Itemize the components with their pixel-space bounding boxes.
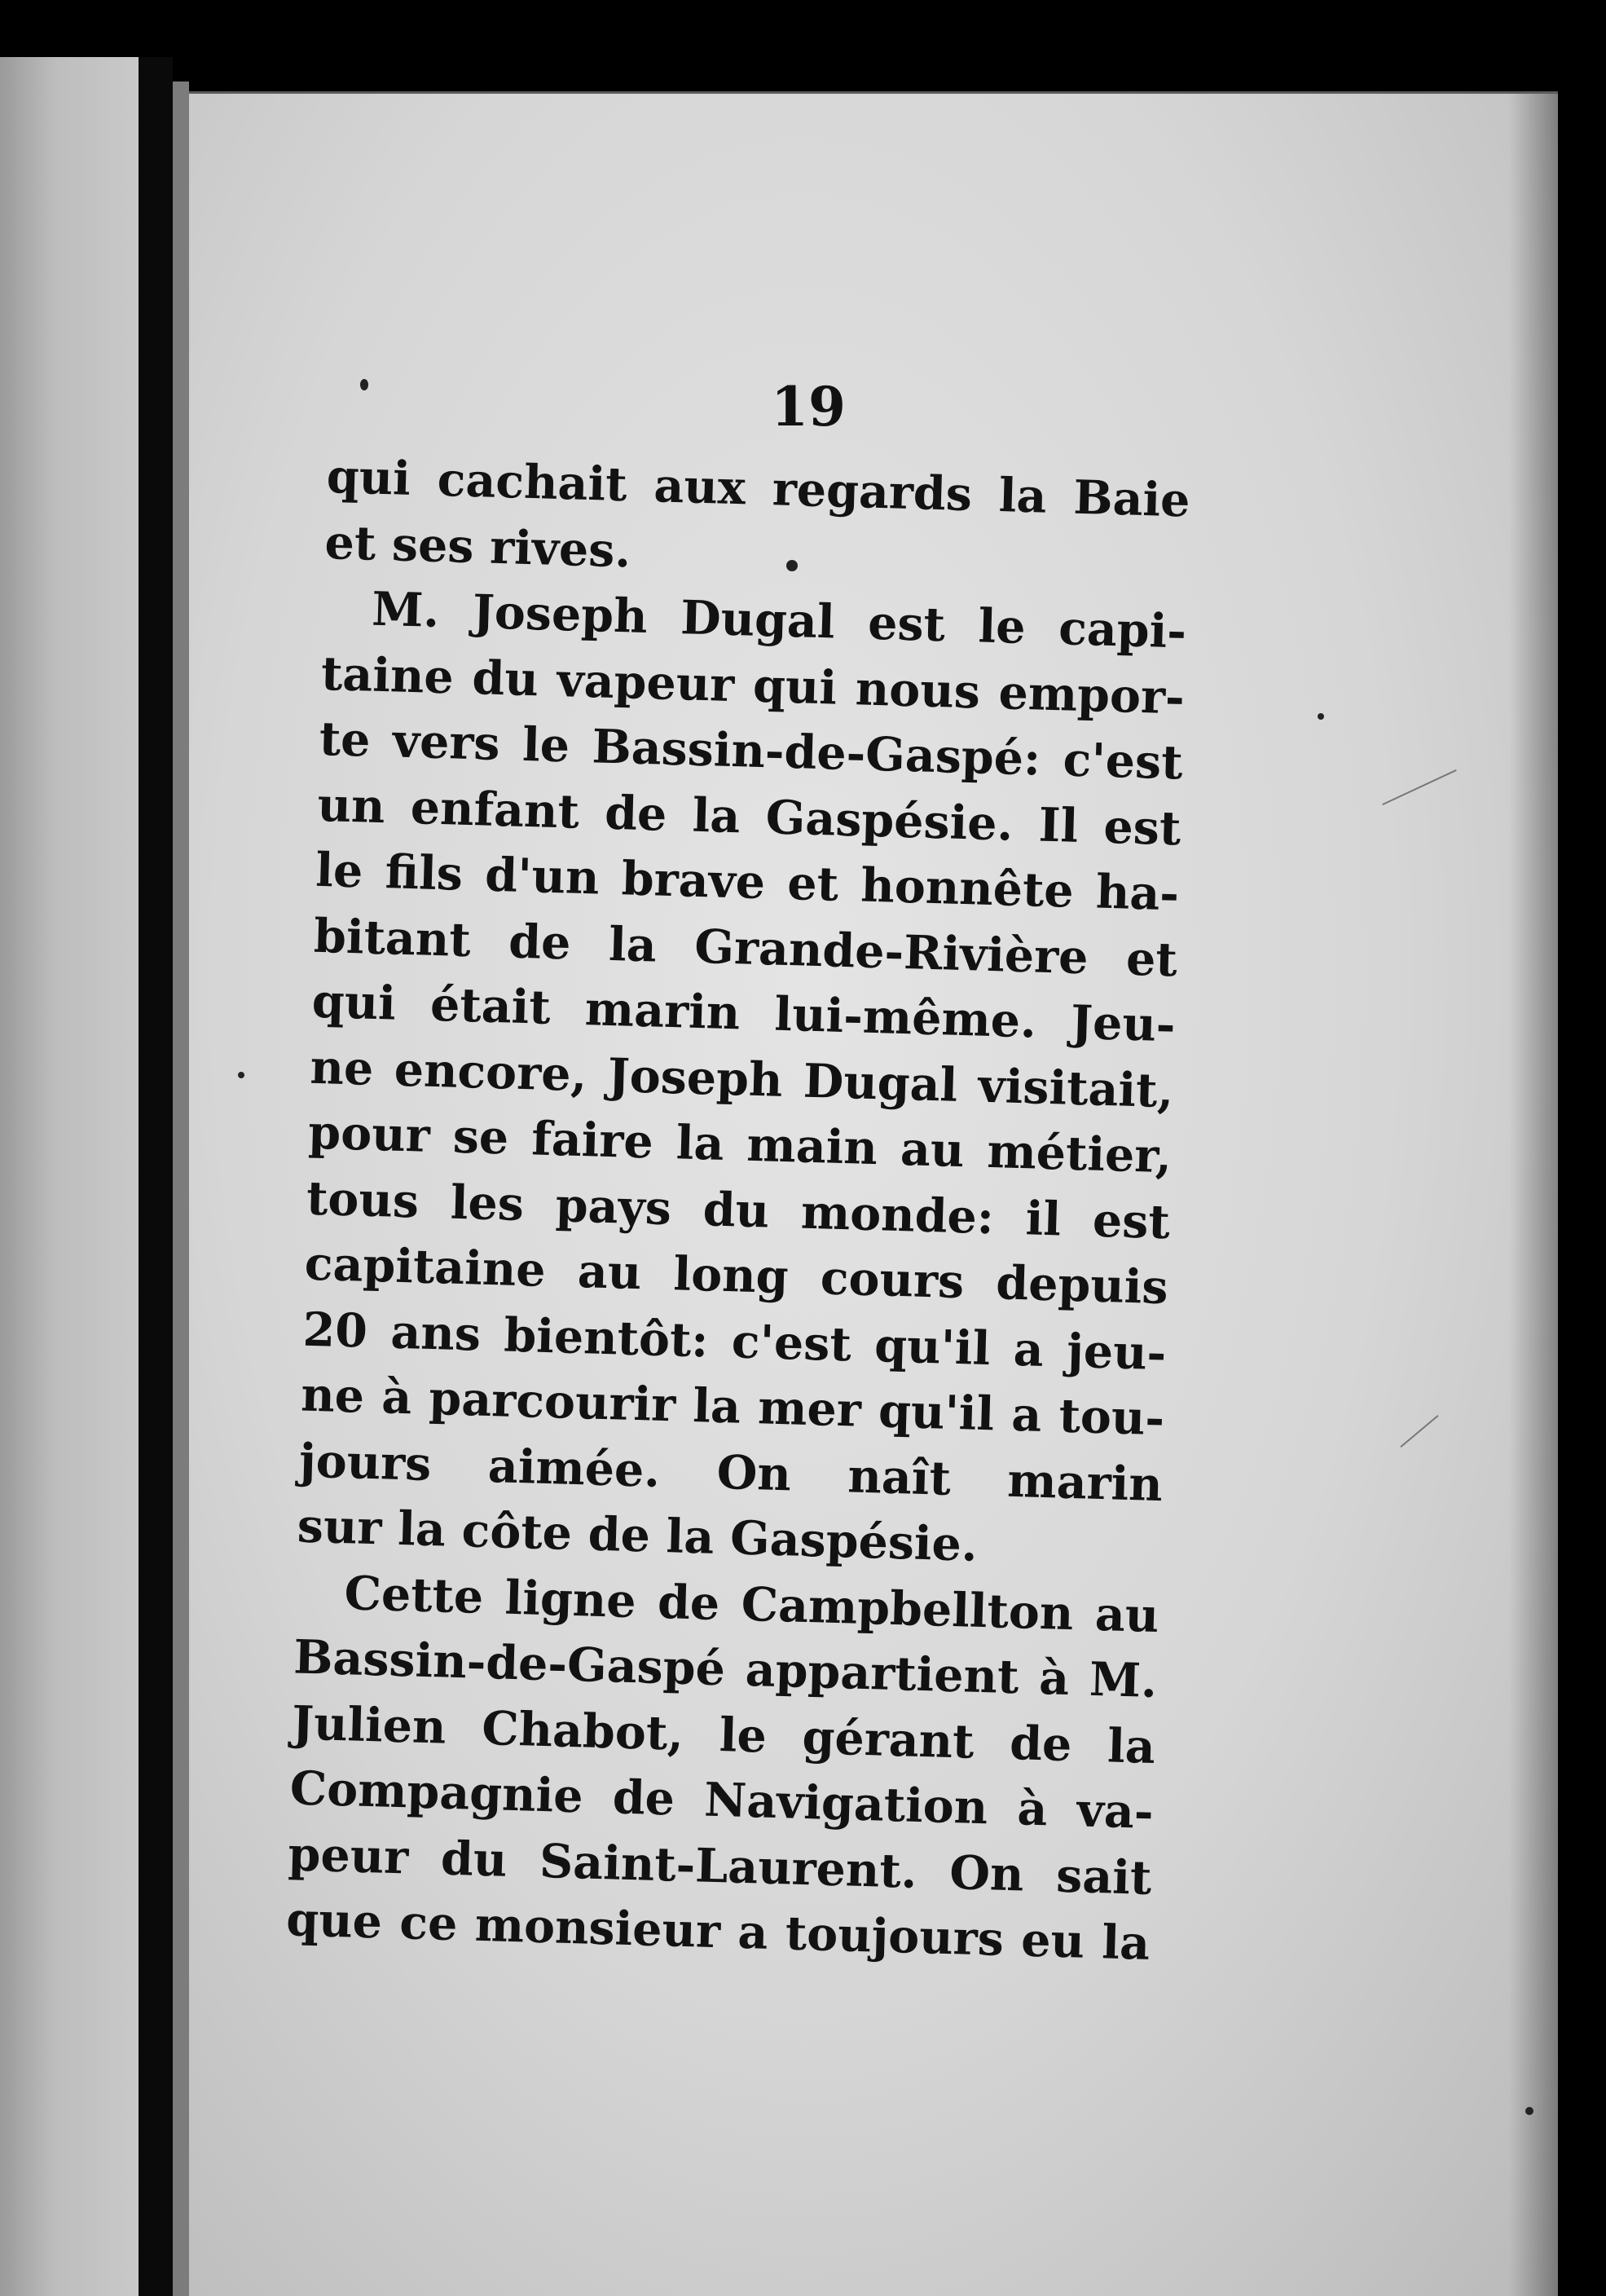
- facing-page-edge: [0, 57, 139, 2296]
- text-line: Julien Chabot, le gérant de la: [291, 1694, 1156, 1774]
- text-line: le fils d'un brave et honnête ha-: [315, 842, 1180, 922]
- text-line: qui cachait aux regards la Baie: [325, 448, 1191, 528]
- text-line: un enfant de la Gaspésie. Il est: [316, 777, 1182, 856]
- text-line: 20 ans bientôt: c'est qu'il a jeu-: [301, 1302, 1168, 1381]
- text-line: ne à parcourir la mer qu'il a tou-: [300, 1367, 1165, 1447]
- page-gutter: [173, 82, 189, 2296]
- scan-speck: [360, 379, 368, 390]
- scan-scratch: [1400, 1415, 1438, 1448]
- body-text: [285, 444, 1190, 1976]
- text-line: bitant de la Grande-Rivière et: [313, 908, 1178, 987]
- text-line: pour se faire la main au métier,: [307, 1104, 1173, 1184]
- text-line: capitaine au long cours depuis: [303, 1236, 1169, 1315]
- page-number: 19: [771, 375, 846, 438]
- text-line: taine du vapeur qui nous empor-: [320, 646, 1186, 725]
- text-line: Compagnie de Navigation à va-: [289, 1761, 1155, 1840]
- text-line: sur la côte de la Gaspésie.: [296, 1498, 979, 1572]
- text-line: M. Joseph Dugal est le capi-: [371, 581, 1187, 659]
- text-line: jours aimée. On naît marin: [298, 1433, 1164, 1512]
- page-paper: [189, 91, 1558, 2296]
- text-line: et ses rives.: [323, 514, 632, 578]
- scan-speck: [1318, 713, 1324, 720]
- text-line: ne encore, Joseph Dugal visitait,: [309, 1039, 1175, 1118]
- page-edge-shadow: [1509, 94, 1558, 2296]
- text-line: que ce monsieur a toujours eu la: [285, 1892, 1151, 1971]
- text-line: qui était marin lui-même. Jeu-: [310, 973, 1177, 1053]
- scan-speck: [1525, 2107, 1533, 2115]
- text-line: te vers le Bassin-de-Gaspé: c'est: [318, 711, 1184, 791]
- binding-shadow: [139, 57, 173, 2296]
- text-line: Cette ligne de Campbellton au: [343, 1565, 1160, 1643]
- scan-speck: [238, 1072, 244, 1078]
- scan-speck: [786, 560, 798, 571]
- text-line: tous les pays du monde: il est: [306, 1170, 1171, 1249]
- text-line: Bassin-de-Gaspé appartient à M.: [293, 1629, 1158, 1709]
- text-line: peur du Saint-Laurent. On sait: [287, 1826, 1153, 1906]
- scan-scratch: [1382, 769, 1456, 805]
